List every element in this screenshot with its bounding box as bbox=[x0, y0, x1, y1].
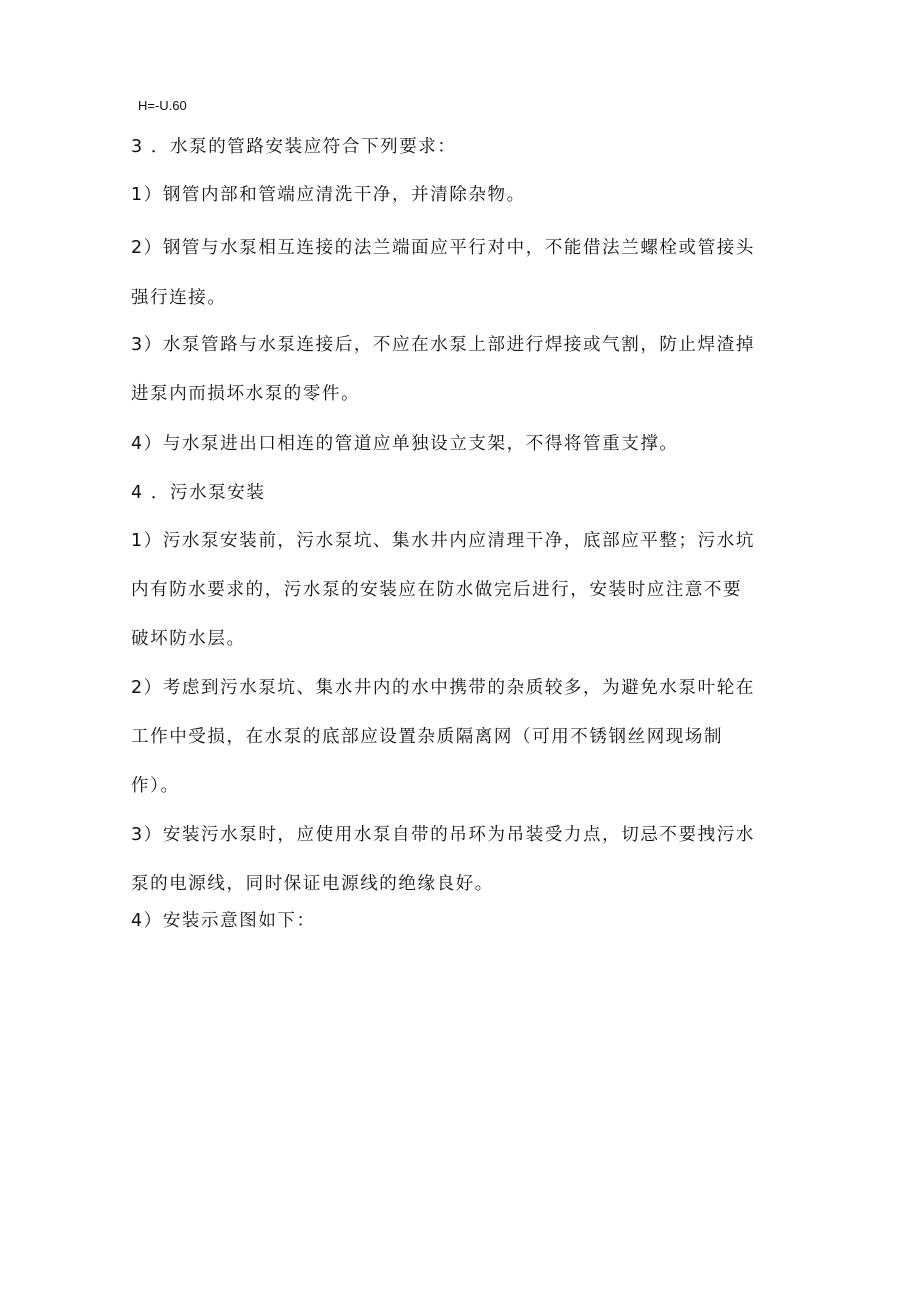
paragraph-line: 1）污水泵安装前，污水泵坑、集水井内应清理干净，底部应平整；污水坑 bbox=[131, 531, 755, 551]
code-text: H=-U.60 bbox=[138, 98, 187, 113]
paragraph-line: 3）水泵管路与水泵连接后，不应在水泵上部进行焊接或气割，防止焊渣掉 bbox=[131, 335, 755, 355]
paragraph-line: 2）钢管与水泵相互连接的法兰端面应平行对中，不能借法兰螺栓或管接头 bbox=[131, 238, 755, 258]
section-heading-4: 4 ．污水泵安装 bbox=[131, 483, 266, 503]
paragraph-line: 进泵内而损坏水泵的零件。 bbox=[131, 384, 361, 404]
paragraph-line: 4）与水泵进出口相连的管道应单独设立支架，不得将管重支撑。 bbox=[131, 434, 679, 454]
paragraph-line: 强行连接。 bbox=[131, 288, 227, 308]
paragraph-line: 内有防水要求的，污水泵的安装应在防水做完后进行，安装时应注意不要 bbox=[131, 580, 743, 600]
paragraph-line: 2）考虑到污水泵坑、集水井内的水中携带的杂质较多，为避免水泵叶轮在 bbox=[131, 678, 755, 698]
paragraph-line: 3）安装污水泵时，应使用水泵自带的吊环为吊装受力点，切忌不要拽污水 bbox=[131, 825, 755, 845]
paragraph-line: 4）安装示意图如下： bbox=[131, 911, 316, 931]
paragraph-line: 破坏防水层。 bbox=[131, 629, 246, 649]
paragraph-line: 1）钢管内部和管端应清洗干净，并清除杂物。 bbox=[131, 185, 526, 205]
paragraph-line: 作）。 bbox=[131, 776, 180, 796]
section-heading-3: 3 ．水泵的管路安装应符合下列要求： bbox=[131, 137, 457, 157]
paragraph-line: 泵的电源线，同时保证电源线的绝缘良好。 bbox=[131, 874, 494, 894]
paragraph-line: 工作中受损，在水泵的底部应设置杂质隔离网（可用不锈钢丝网现场制 bbox=[131, 727, 724, 747]
